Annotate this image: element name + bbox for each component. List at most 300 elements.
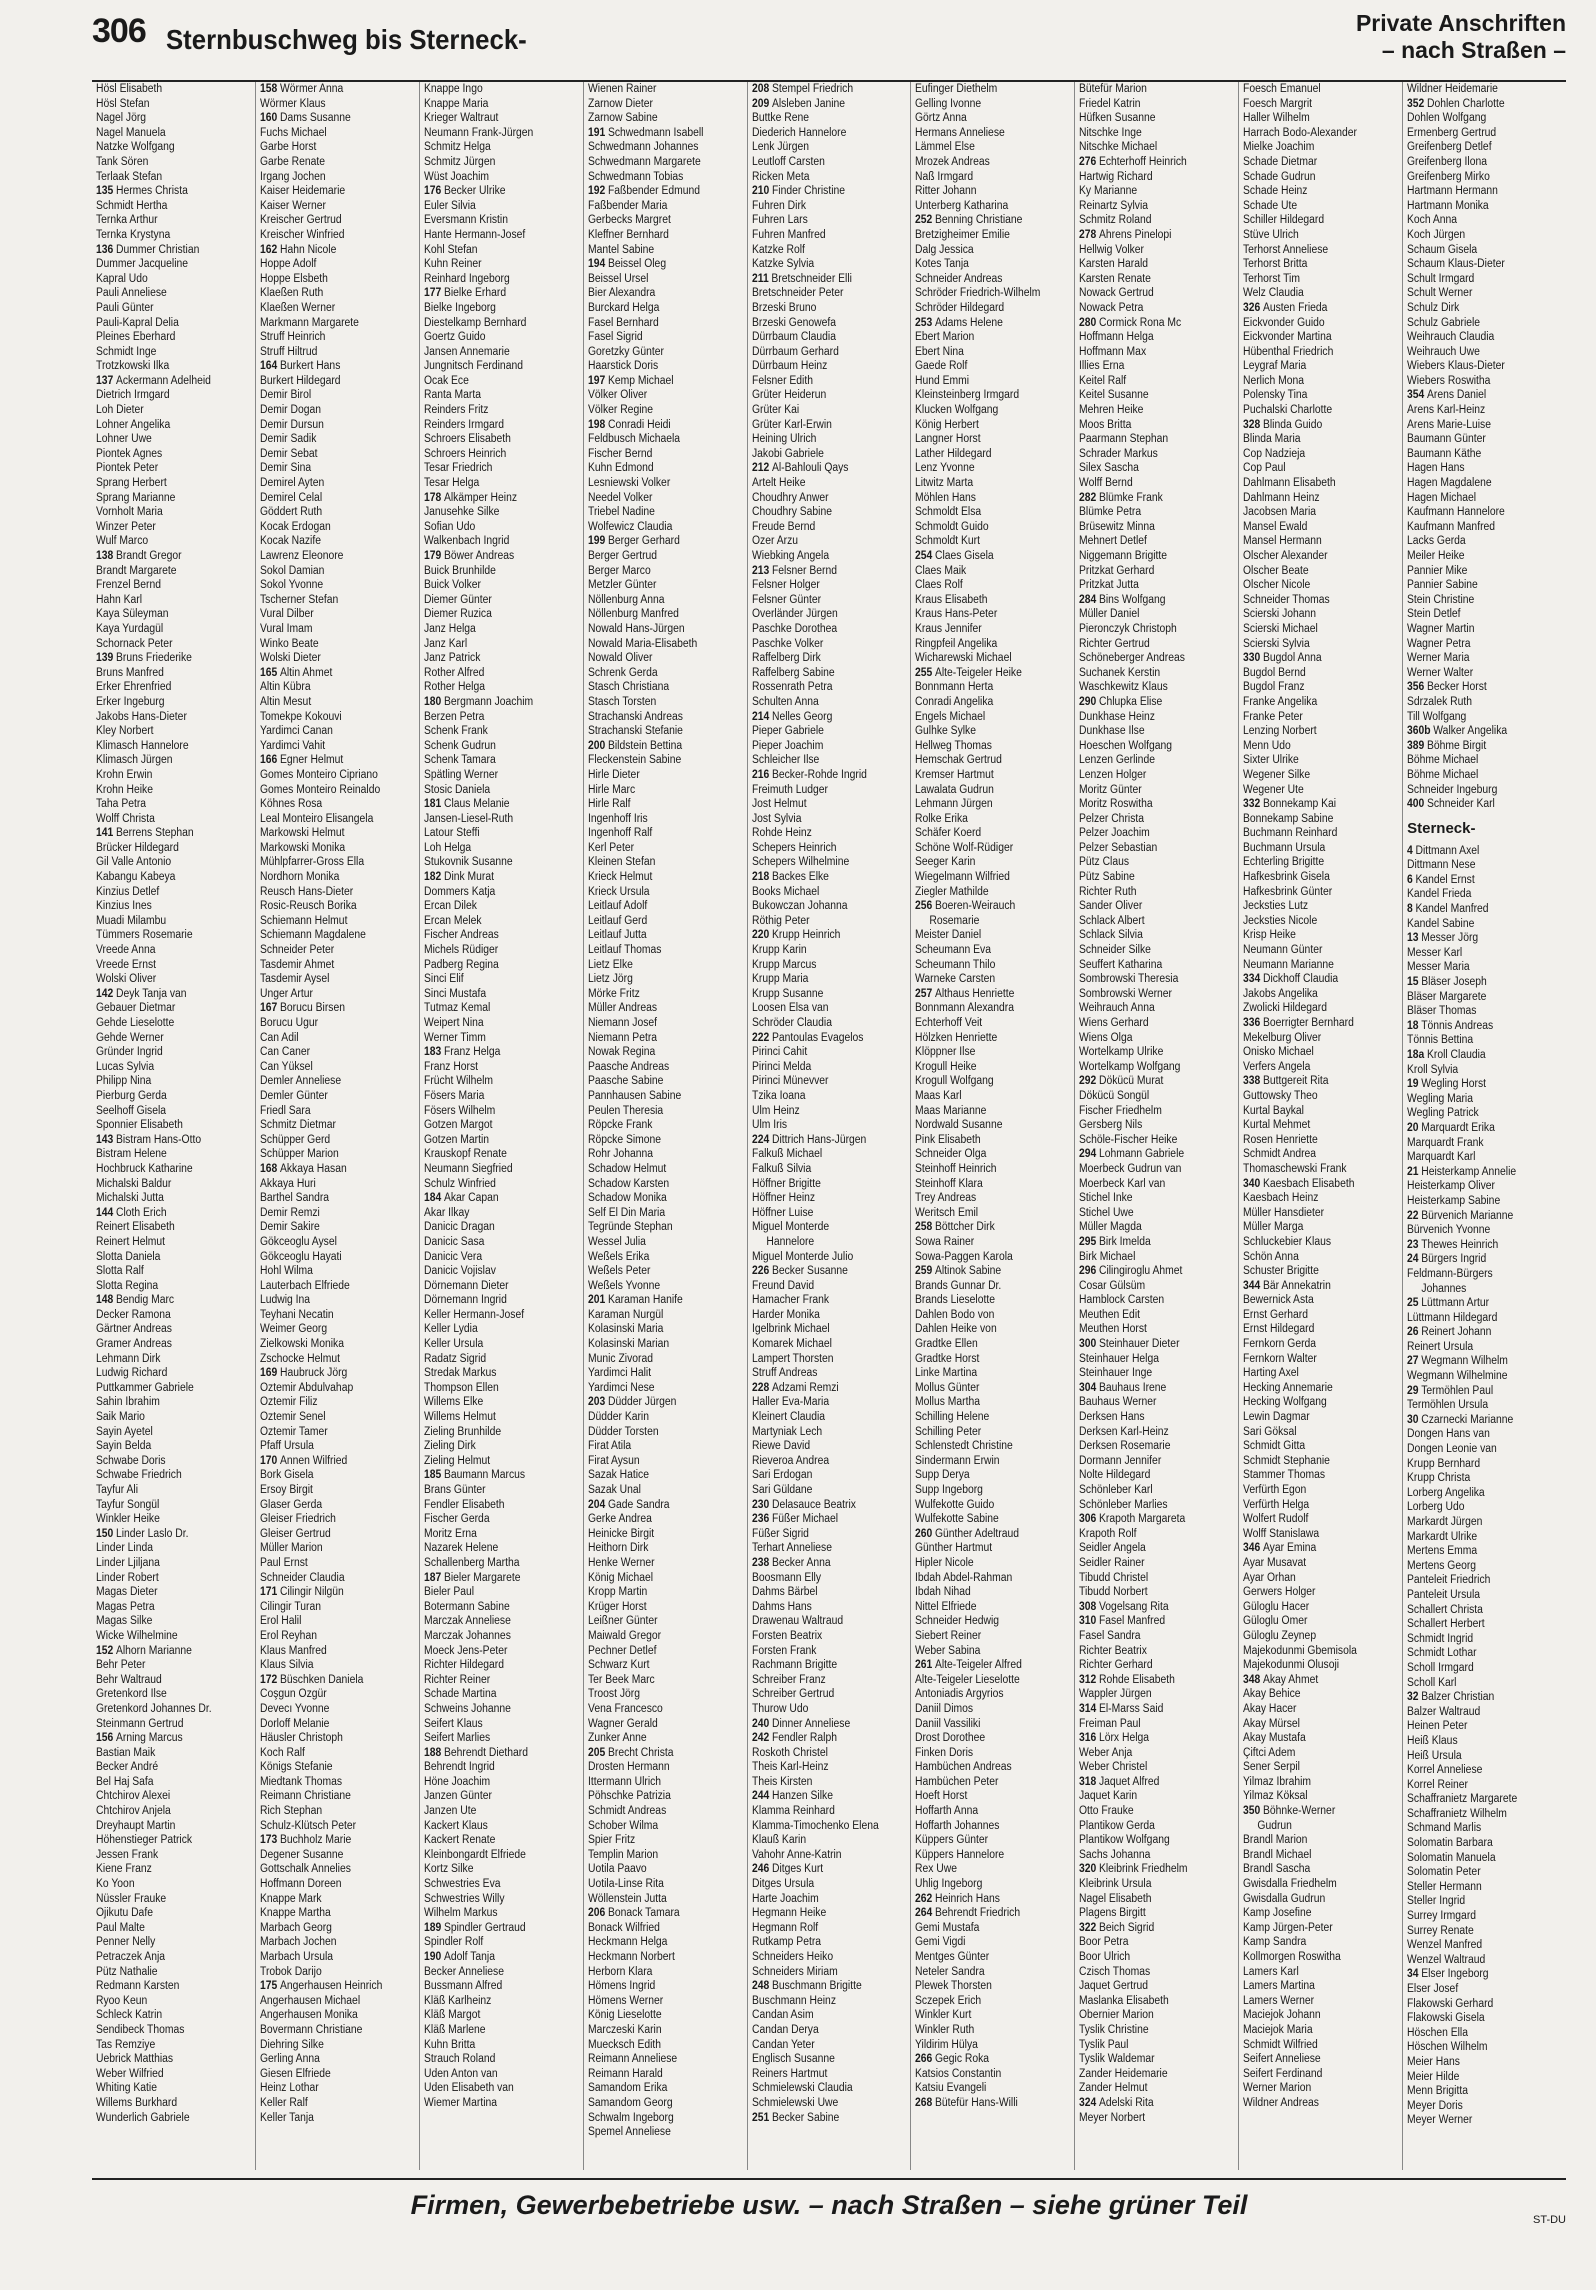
- resident-name: Lamers Martina: [1243, 1980, 1316, 1993]
- resident-name: Balzer Waltraud: [1407, 1705, 1481, 1718]
- house-number: 169: [259, 1367, 278, 1380]
- resident-name: Schroers Elisabeth: [423, 433, 511, 446]
- resident-name: Krüger Horst: [587, 1600, 647, 1613]
- resident-entry: [588, 1965, 727, 1980]
- resident-name: Schwestries Willy: [423, 1892, 505, 1905]
- resident-entry: [424, 1921, 563, 1936]
- resident-name: Foesch Emanuel: [1243, 83, 1321, 95]
- resident-entry: [752, 140, 891, 155]
- resident-name: Linder Robert: [96, 1571, 159, 1584]
- resident-entry: [752, 1016, 891, 1031]
- house-number: 389: [1407, 739, 1425, 752]
- resident-name: Katsiu Evangeli: [915, 2082, 987, 2095]
- resident-name: Tayfur Ali: [96, 1484, 139, 1496]
- resident-name: Schmidt Wilfried: [1243, 2038, 1319, 2051]
- resident-entry: [1243, 2067, 1382, 2082]
- resident-name: Zarnow Dieter: [587, 97, 653, 110]
- resident-entry: [1407, 1282, 1546, 1297]
- resident-entry: [588, 1731, 727, 1746]
- resident-entry: [1243, 651, 1382, 666]
- resident-entry: [752, 1687, 891, 1702]
- resident-name: Gelling Ivonne: [915, 97, 982, 110]
- resident-name: Bielke Erhard: [443, 287, 506, 300]
- resident-name: Michels Rüdiger: [423, 944, 498, 957]
- resident-entry: [96, 1322, 235, 1337]
- resident-name: Kemp Michael: [607, 374, 674, 387]
- resident-name: Zunker Anne: [587, 1732, 647, 1745]
- resident-entry: [588, 1089, 727, 1104]
- resident-entry: [752, 724, 891, 739]
- house-number: 261: [915, 1659, 933, 1672]
- resident-entry: [424, 783, 563, 798]
- resident-name: Schwalm Ingeborg: [587, 2111, 674, 2124]
- resident-name: Garbe Horst: [259, 141, 317, 154]
- resident-name: Hömens Ingrid: [587, 1980, 655, 1993]
- resident-name: Ryoo Keun: [96, 1994, 148, 2007]
- house-number: 143: [96, 1133, 114, 1146]
- resident-name: Schenk Frank: [423, 725, 488, 738]
- resident-name: Rother Helga: [423, 681, 485, 694]
- resident-entry: [96, 418, 235, 433]
- resident-name: Kolasinski Marian: [587, 1338, 669, 1351]
- resident-name: Hartmann Hermann: [1407, 185, 1499, 198]
- resident-name: Borucu Ugur: [259, 1017, 318, 1029]
- resident-name: Leitlauf Gerd: [587, 914, 647, 927]
- resident-name: Thomaschewski Frank: [1243, 1162, 1347, 1175]
- resident-name: Burckard Helga: [587, 301, 660, 314]
- resident-entry: [424, 82, 563, 97]
- resident-entry: [915, 2038, 1054, 2053]
- resident-name: Ölscher Nicole: [1243, 579, 1311, 592]
- resident-name: Ibdah Abdel-Rahman: [915, 1571, 1013, 1584]
- resident-entry: [1407, 724, 1546, 739]
- resident-name: Gradtke Horst: [915, 1352, 980, 1365]
- resident-name: Kaiser Heidemarie: [259, 185, 346, 198]
- resident-entry: [96, 1250, 235, 1265]
- resident-name: Schmitz Helga: [423, 141, 491, 154]
- resident-name: Behrendt Friedrich: [935, 1907, 1021, 1920]
- resident-name: Häusler Christoph: [259, 1732, 343, 1745]
- resident-name: Self El Din Maria: [587, 1206, 665, 1219]
- house-number: 324: [1079, 2096, 1097, 2109]
- resident-entry: [752, 505, 891, 520]
- resident-name: Fernkorn Gerda: [1243, 1338, 1317, 1351]
- resident-entry: [424, 710, 563, 725]
- resident-entry: [1407, 917, 1546, 932]
- resident-entry: [915, 1614, 1054, 1629]
- resident-name: Krohn Erwin: [96, 768, 153, 781]
- resident-entry: [915, 1600, 1054, 1615]
- resident-name: Austen Frieda: [1263, 301, 1328, 314]
- house-number: 282: [1079, 491, 1097, 504]
- house-number: 336: [1243, 1017, 1261, 1029]
- resident-entry: [260, 1512, 399, 1527]
- resident-entry: [915, 1921, 1054, 1936]
- resident-name: Mentges Günter: [915, 1951, 990, 1963]
- resident-entry: [1407, 1909, 1546, 1924]
- resident-name: Slotta Regina: [96, 1279, 159, 1292]
- resident-entry: [96, 330, 235, 345]
- resident-entry: [260, 2096, 399, 2111]
- resident-entry: [1079, 1322, 1218, 1337]
- resident-entry: [260, 476, 399, 491]
- resident-entry: [915, 928, 1054, 943]
- resident-entry: [260, 418, 399, 433]
- resident-entry: [588, 447, 727, 462]
- resident-entry: [1407, 1209, 1546, 1224]
- resident-name: Becker André: [96, 1761, 159, 1774]
- resident-name: Mrozek Andreas: [915, 155, 991, 168]
- resident-entry: [424, 885, 563, 900]
- resident-name: Maciejok Maria: [1243, 2023, 1313, 2036]
- resident-entry: [1079, 651, 1218, 666]
- resident-name: Cilingir Turan: [259, 1600, 321, 1613]
- resident-name: Gotzen Martin: [423, 1133, 489, 1146]
- resident-name: Heithorn Dirk: [587, 1542, 649, 1555]
- resident-entry: [260, 1717, 399, 1732]
- resident-entry: [96, 1118, 235, 1133]
- resident-name: Puttkammer Gabriele: [96, 1381, 194, 1394]
- resident-entry: [260, 1965, 399, 1980]
- resident-entry: [588, 228, 727, 243]
- resident-entry: [752, 359, 891, 374]
- resident-entry: [752, 958, 891, 973]
- resident-entry: [96, 2081, 235, 2096]
- resident-name: Lenzen Holger: [1079, 768, 1147, 781]
- resident-name: Chlupka Elise: [1099, 695, 1163, 708]
- resident-name: Wolff Bernd: [1079, 477, 1134, 490]
- resident-entry: [588, 1921, 727, 1936]
- resident-name: Nagel Manuela: [96, 126, 166, 139]
- resident-name: Buttke Rene: [751, 112, 809, 125]
- resident-entry: [915, 1322, 1054, 1337]
- resident-name: Verfürth Egon: [1243, 1484, 1307, 1496]
- resident-name: Plantikow Gerda: [1079, 1819, 1156, 1832]
- resident-name: Diestelkamp Bernhard: [423, 316, 527, 329]
- resident-entry: [260, 1220, 399, 1235]
- resident-entry: [915, 2023, 1054, 2038]
- resident-name: Jakobi Gabriele: [751, 447, 824, 460]
- resident-name: Gramer Andreas: [96, 1338, 172, 1351]
- resident-entry: [752, 812, 891, 827]
- resident-entry: [915, 330, 1054, 345]
- resident-entry: [424, 1366, 563, 1381]
- resident-entry: [1079, 2023, 1218, 2038]
- resident-name: Claes Gisela: [935, 550, 995, 562]
- resident-name: Schilling Peter: [915, 1425, 982, 1438]
- resident-name: Spindler Gertraud: [443, 1921, 526, 1934]
- resident-entry: [260, 1556, 399, 1571]
- resident-name: Katzke Sylvia: [751, 258, 814, 271]
- resident-entry: [1407, 1267, 1546, 1282]
- resident-name: Heisterkamp Annelie: [1421, 1165, 1517, 1178]
- resident-entry: [96, 1819, 235, 1834]
- resident-name: Reimann Christiane: [259, 1790, 351, 1803]
- resident-name: Schepers Heinrich: [751, 841, 837, 854]
- resident-name: Schiller Hildegard: [1243, 214, 1325, 227]
- resident-entry: [260, 987, 399, 1002]
- resident-name: Wegener Ute: [1243, 783, 1305, 796]
- resident-name: Drost Dorothee: [915, 1732, 986, 1745]
- resident-name: Bistram Helene: [96, 1148, 167, 1161]
- resident-name: Bewernick Asta: [1243, 1294, 1314, 1307]
- resident-entry: [260, 1541, 399, 1556]
- resident-entry: [1079, 797, 1218, 812]
- resident-name: Fösers Maria: [423, 1089, 485, 1102]
- resident-entry: [588, 170, 727, 185]
- house-number: 199: [587, 535, 605, 548]
- resident-entry: [424, 1468, 563, 1483]
- resident-entry: [424, 1177, 563, 1192]
- resident-entry: [915, 1629, 1054, 1644]
- resident-entry: [1407, 257, 1546, 272]
- resident-entry: [915, 520, 1054, 535]
- resident-name: Ternka Krystyna: [96, 228, 171, 241]
- resident-name: Kurtal Baykal: [1243, 1104, 1305, 1117]
- resident-entry: [752, 2038, 891, 2053]
- resident-name: Welz Claudia: [1243, 287, 1305, 300]
- resident-name: Unterberg Katharina: [915, 199, 1009, 212]
- resident-name: Bürvenich Yvonne: [1407, 1224, 1491, 1237]
- resident-name: Barthel Sandra: [259, 1192, 329, 1205]
- resident-entry: [260, 637, 399, 652]
- resident-name: Becker Anneliese: [423, 1965, 504, 1978]
- resident-entry: [424, 447, 563, 462]
- resident-name: Marbach Jochen: [259, 1936, 337, 1949]
- resident-name: Sdrzalek Ruth: [1407, 695, 1473, 708]
- resident-entry: [96, 943, 235, 958]
- resident-entry: [260, 1833, 399, 1848]
- resident-name: Cop Nadzieja: [1243, 447, 1306, 460]
- resident-entry: [588, 1673, 727, 1688]
- resident-name: Pritzkat Gerhard: [1079, 564, 1155, 577]
- house-number: 400: [1407, 798, 1425, 811]
- resident-name: Sprang Herbert: [96, 477, 167, 490]
- resident-name: Heisterkamp Sabine: [1407, 1194, 1501, 1207]
- resident-entry: [588, 461, 727, 476]
- resident-entry: [915, 1731, 1054, 1746]
- resident-entry: [424, 2096, 563, 2111]
- resident-name: Cosar Gülsüm: [1079, 1279, 1146, 1292]
- resident-entry: [1243, 958, 1382, 973]
- street-heading: Sterneck-: [1407, 819, 1476, 837]
- resident-entry: [588, 1906, 727, 1921]
- resident-name: Brandl Michael: [1243, 1848, 1312, 1861]
- resident-entry: [96, 870, 235, 885]
- house-number: 21: [1407, 1165, 1419, 1178]
- resident-entry: [1243, 1731, 1382, 1746]
- resident-name: Tzika Ioana: [751, 1089, 806, 1102]
- resident-name: Waschkewitz Klaus: [1079, 681, 1169, 694]
- house-number: 338: [1243, 1075, 1261, 1088]
- resident-name: Gehde Werner: [96, 1031, 164, 1044]
- resident-entry: [260, 1454, 399, 1469]
- resident-name: Reinders Fritz: [423, 404, 489, 417]
- resident-entry: [96, 855, 235, 870]
- resident-entry: [1243, 593, 1382, 608]
- resident-entry: [915, 1702, 1054, 1717]
- resident-name: Richter Hildegard: [423, 1659, 504, 1672]
- resident-name: Uhlig Ingeborg: [915, 1878, 983, 1891]
- resident-entry: [260, 724, 399, 739]
- resident-entry: [1243, 1133, 1382, 1148]
- resident-entry: [1079, 286, 1218, 301]
- resident-name: Tas Remziye: [96, 2038, 156, 2051]
- resident-name: Whiting Katie: [96, 2082, 157, 2095]
- resident-entry: [1407, 1063, 1546, 1078]
- resident-name: Fernkorn Walter: [1243, 1352, 1318, 1365]
- resident-entry: [752, 1994, 891, 2009]
- resident-name: Demirel Celal: [259, 491, 323, 504]
- resident-entry: [1079, 1410, 1218, 1425]
- resident-entry: [96, 432, 235, 447]
- house-number: 15: [1407, 976, 1419, 989]
- resident-entry: [915, 2096, 1054, 2111]
- resident-entry: [915, 1819, 1054, 1834]
- resident-name: Schreiber Franz: [751, 1673, 826, 1686]
- resident-name: Trotzkowski Ilka: [96, 360, 170, 373]
- house-number: 218: [751, 871, 769, 884]
- resident-entry: [588, 549, 727, 564]
- resident-entry: [424, 1833, 563, 1848]
- resident-name: Böhnke-Werner: [1263, 1805, 1336, 1818]
- resident-name: Drawenau Waltraud: [751, 1615, 843, 1628]
- resident-entry: [1079, 1074, 1218, 1089]
- resident-entry: [588, 724, 727, 739]
- resident-entry: [1243, 2052, 1382, 2067]
- resident-entry: [1407, 286, 1546, 301]
- resident-entry: [424, 958, 563, 973]
- resident-name: Langner Horst: [915, 433, 982, 446]
- resident-name: Höffner Brigitte: [751, 1177, 821, 1190]
- resident-entry: [96, 768, 235, 783]
- resident-entry: [752, 1468, 891, 1483]
- resident-entry: [1079, 520, 1218, 535]
- resident-entry: [260, 1775, 399, 1790]
- resident-name: Nitschke Inge: [1079, 126, 1143, 139]
- resident-name: Gulhke Sylke: [915, 725, 977, 738]
- resident-name: Küppers Hannelore: [915, 1848, 1005, 1861]
- resident-name: Weber Christel: [1079, 1761, 1148, 1774]
- resident-entry: [752, 1775, 891, 1790]
- resident-entry: [260, 155, 399, 170]
- resident-name: Kapral Udo: [96, 272, 148, 285]
- house-number: 259: [915, 1265, 933, 1278]
- resident-entry: [1243, 739, 1382, 754]
- resident-name: Leitlauf Adolf: [587, 900, 647, 913]
- house-number: 255: [915, 666, 933, 679]
- house-number: 352: [1407, 97, 1425, 110]
- resident-entry: [915, 1950, 1054, 1965]
- resident-entry: [915, 1673, 1054, 1688]
- resident-name: Ko Yoon: [96, 1878, 135, 1891]
- house-number: 185: [423, 1469, 442, 1482]
- house-number: 251: [751, 2111, 769, 2124]
- resident-entry: [1243, 1804, 1382, 1819]
- resident-name: Hochbruck Katharine: [96, 1162, 193, 1175]
- resident-entry: [1079, 403, 1218, 418]
- resident-entry: [96, 1381, 235, 1396]
- footer-code: ST-DU: [1533, 2214, 1566, 2226]
- resident-name: Teyhani Necatin: [259, 1308, 334, 1321]
- resident-name: Linder Laslo Dr.: [115, 1527, 189, 1540]
- resident-entry: [260, 899, 399, 914]
- resident-entry: [424, 1483, 563, 1498]
- resident-entry: [260, 301, 399, 316]
- resident-entry: [588, 1395, 727, 1410]
- resident-name: Hirle Dieter: [587, 768, 640, 781]
- resident-name: Katzke Rolf: [751, 243, 805, 256]
- resident-name: Schöle-Fischer Heike: [1079, 1133, 1178, 1146]
- resident-name: Cilingir Nilgün: [279, 1586, 344, 1599]
- resident-name: Faßbender Edmund: [607, 185, 700, 198]
- resident-name: Schulz-Klütsch Peter: [259, 1819, 356, 1832]
- resident-name: Hamacher Frank: [751, 1294, 829, 1307]
- resident-entry: [1407, 1588, 1546, 1603]
- resident-name: Altin Mesut: [259, 695, 312, 708]
- resident-entry: [1243, 1381, 1382, 1396]
- resident-entry: [1243, 1162, 1382, 1177]
- house-number: 318: [1079, 1775, 1097, 1788]
- resident-entry: [96, 1921, 235, 1936]
- resident-entry: [1407, 887, 1546, 902]
- resident-name: Meister Daniel: [915, 929, 982, 942]
- resident-name: Behrendt Diethard: [443, 1746, 528, 1759]
- resident-name: Dormann Jennifer: [1079, 1454, 1162, 1467]
- resident-entry: [424, 695, 563, 710]
- resident-name: Schlack Albert: [1079, 914, 1145, 927]
- resident-entry: [588, 1264, 727, 1279]
- resident-entry: [1407, 607, 1546, 622]
- resident-entry: [96, 345, 235, 360]
- resident-name: Adelski Rita: [1099, 2096, 1154, 2109]
- resident-entry: [1079, 1031, 1218, 1046]
- house-number: 20: [1407, 1121, 1419, 1134]
- resident-entry: [752, 1454, 891, 1469]
- house-number: 295: [1079, 1235, 1097, 1248]
- resident-name: Kurtal Mehmet: [1243, 1119, 1311, 1132]
- resident-entry: [752, 243, 891, 258]
- resident-entry: [1407, 1836, 1546, 1851]
- house-number: 29: [1407, 1384, 1419, 1397]
- resident-name: Kamp Josefine: [1243, 1907, 1312, 1920]
- resident-name: Weber Anja: [1079, 1746, 1133, 1759]
- resident-entry: [588, 1979, 727, 1994]
- resident-name: Schleck Katrin: [96, 2009, 163, 2022]
- resident-name: Messer Karl: [1407, 946, 1463, 959]
- house-number: 230: [751, 1498, 769, 1511]
- resident-name: Pannier Sabine: [1407, 579, 1478, 592]
- resident-entry: [752, 1979, 891, 1994]
- resident-entry: [915, 1483, 1054, 1498]
- resident-name: Antoniadis Argyrios: [915, 1688, 1005, 1701]
- resident-entry: [1407, 593, 1546, 608]
- resident-name: Tibudd Christel: [1079, 1571, 1149, 1584]
- resident-name: Akay Hacer: [1243, 1702, 1297, 1715]
- resident-name: Yilmaz Ibrahim: [1243, 1775, 1312, 1788]
- resident-name: Knappe Mark: [259, 1892, 322, 1905]
- resident-name: Keller Tanja: [259, 2111, 314, 2124]
- resident-entry: [96, 1133, 235, 1148]
- resident-entry: [1079, 783, 1218, 798]
- resident-name: Lehmann Dirk: [96, 1352, 161, 1365]
- resident-name: Dommers Katja: [423, 885, 496, 898]
- resident-name: Hoppe Elsbeth: [259, 272, 328, 285]
- resident-name: Gersberg Nils: [1079, 1119, 1143, 1132]
- resident-entry: [1243, 753, 1382, 768]
- resident-entry: [588, 432, 727, 447]
- resident-entry: [752, 1191, 891, 1206]
